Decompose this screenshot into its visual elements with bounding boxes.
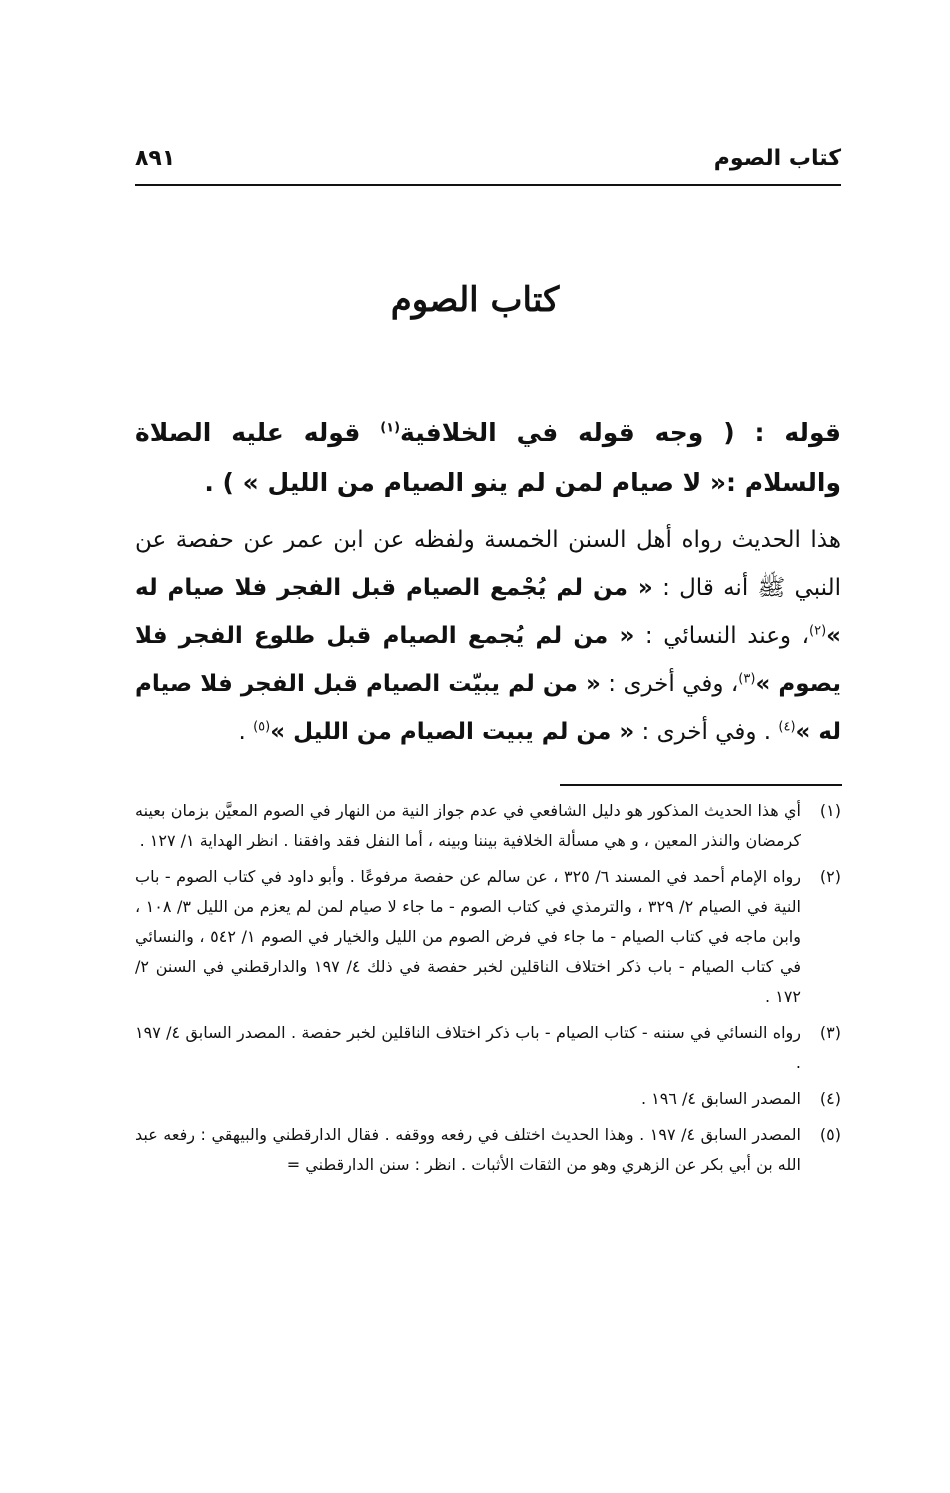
footnote-number: (٥) (819, 1125, 841, 1144)
footnotes (135, 796, 841, 1186)
footnote-number: (١) (819, 801, 841, 820)
footnote-text: المصدر السابق ٤/ ١٩٧ . وهذا الحديث اختلف في رفعه ووقفه . فقال الدارقطني والبيهقي : رفعه عبد الله بن أبي بكر عن الزهري وهو من الثقات الأثبات . انظر : سنن الدارقطني = (135, 1125, 802, 1174)
footnote-ref-3: (٣) (738, 671, 756, 687)
footnote-1 (135, 796, 841, 856)
footnote-number: (٢) (819, 867, 841, 886)
hadith-text-1: « من لم يُجْمع الصيام قبل الفجر فلا صيام له » (135, 575, 841, 649)
chapter-title: كتاب الصوم (390, 280, 560, 320)
footnote-ref-5: (٥) (253, 719, 271, 735)
body-segment-2: ، وعند النسائي : (634, 623, 809, 649)
footnote-separator (560, 784, 842, 786)
footnote-text: رواه النسائي في سننه - كتاب الصيام - باب ذكر اختلاف الناقلين لخبر حفصة . المصدر السابق ٤/ ١٩٧ . (135, 1023, 801, 1072)
running-title: كتاب الصوم (713, 146, 841, 171)
body-segment-3: ، وفي أخرى : (600, 671, 739, 697)
body-segment-4: . وفي أخرى : (634, 719, 779, 745)
footnote-number: (٣) (819, 1023, 841, 1042)
footnote-4 (135, 1084, 841, 1114)
footnote-text: المصدر السابق ٤/ ١٩٦ . (640, 1089, 801, 1108)
running-header (135, 140, 841, 180)
footnote-ref-2: (٢) (809, 623, 827, 639)
body-segment-1: هذا الحديث رواه أهل السنن الخمسة ولفظه عن ابن عمر عن حفصة عن النبي ﷺ أنه قال : (135, 527, 842, 601)
footnote-text: رواه الإمام أحمد في المسند ٦/ ٣٢٥ ، عن سالم عن حفصة مرفوعًا . وأبو داود في كتاب الصوم - باب النية في الصيام ٢/ ٣٢٩ ، والترمذي في كتاب الصوم - ما جاء لا صيام لمن لم يعزم من الليل ٣/ ١٠٨ ، وابن ماجه في كتاب الصيام - ما جاء في فرض الصوم من الليل والخيار في الصوم ١/ ٥٤٢ ، والنسائي في كتاب الصيام - باب ذكر اختلاف الناقلين لخبر حفصة في ذلك ٤/ ١٩٧ والدارقطني في السنن ٢/ ١٧٢ . (135, 867, 802, 1006)
hadith-text-2: « من لم يُجمع الصيام قبل طلوع الفجر فلا يصوم » (135, 623, 841, 697)
hadith-text-3: « من لم يبيّت الصيام قبل الفجر فلا صيام له » (135, 671, 841, 745)
header-rule (135, 184, 841, 186)
commentary-paragraph (135, 516, 841, 756)
footnote-5 (135, 1120, 841, 1180)
footnote-text: أي هذا الحديث المذكور هو دليل الشافعي في عدم جواز النية من النهار في الصوم المعيَّن بزمان بعينه كرمضان والنذر المعين ، و هي مسألة الخلافية بيننا وبينه ، أما النفل فقد وافقنا . انظر الهداية ١/ ١٢٧ . (135, 801, 801, 850)
body-segment-5: . (238, 719, 254, 745)
footnote-3 (135, 1018, 841, 1078)
footnote-ref-1: (١) (380, 420, 401, 436)
page-number: ٨٩١ (135, 146, 176, 171)
quote-part-2: قوله عليه الصلاة والسلام :« لا صيام لمن لم ينو الصيام من الليل » ) . (135, 418, 841, 497)
footnote-ref-4: (٤) (778, 719, 796, 735)
footnote-number: (٤) (819, 1089, 841, 1108)
hadith-text-4: « من لم يبيت الصيام من الليل » (270, 719, 635, 745)
quoted-text (135, 408, 841, 508)
quote-part-1: قوله : ( وجه قوله في الخلافية (400, 418, 841, 447)
footnote-2 (135, 862, 841, 1012)
